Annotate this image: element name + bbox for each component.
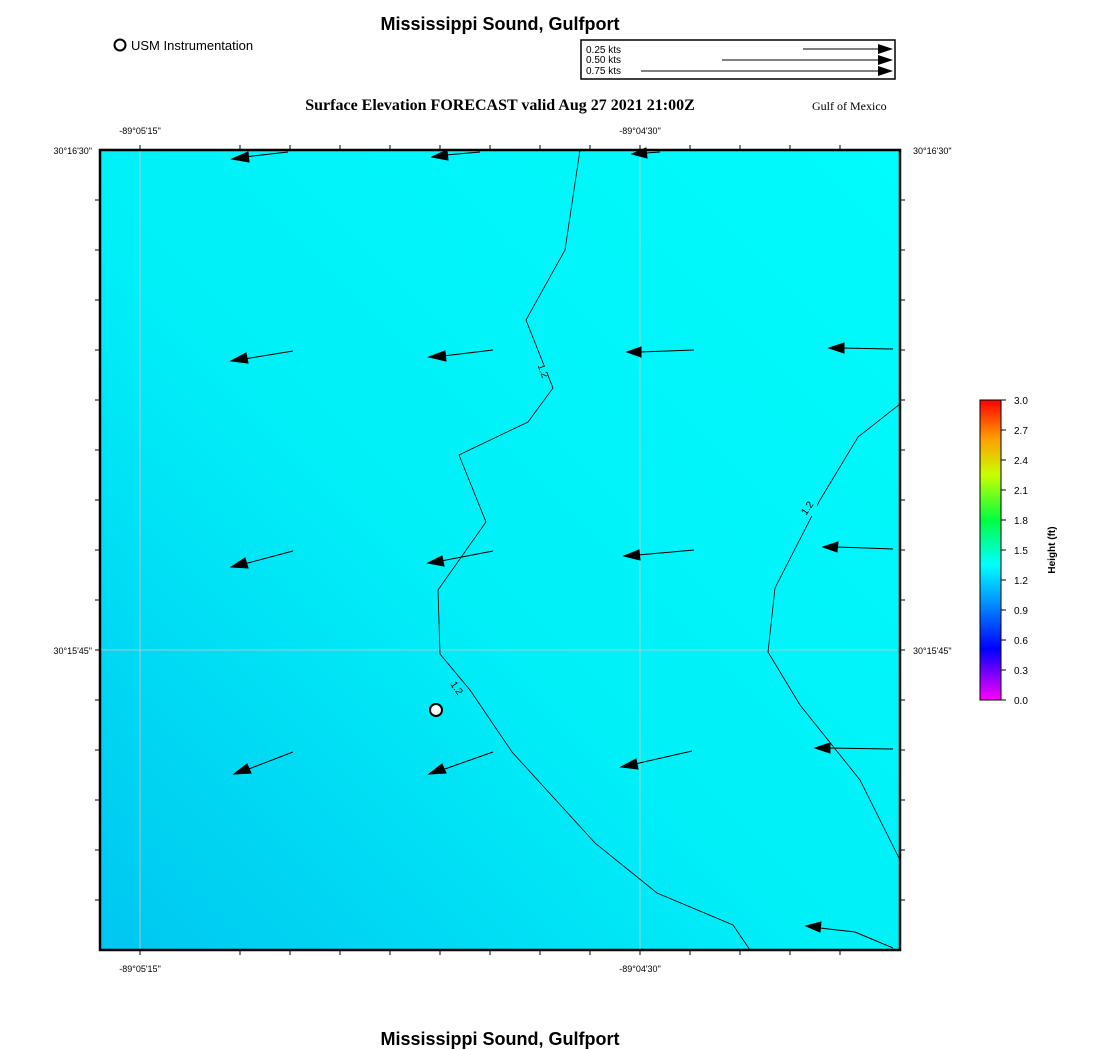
colorbar-tick-8: 0.9 [1014, 606, 1028, 617]
y-tick-label-right-1: 30°16'30" [913, 146, 952, 156]
x-tick-label-top-1: -89°05'15" [119, 126, 161, 136]
colorbar [980, 396, 1058, 707]
current-scale-entry-2: 0.50 kts [586, 55, 622, 66]
y-tick-label-left-1: 30°16'30" [53, 146, 92, 156]
x-tick-label-top-2: -89°04'30" [619, 126, 661, 136]
station-legend-label: USM Instrumentation [131, 38, 254, 53]
y-tick-label-left-2: 30°15'45" [53, 646, 92, 656]
map-title-top: Mississippi Sound, Gulfport [380, 14, 620, 34]
map-area [53, 126, 951, 974]
x-tick-label-bottom-1: -89°05'15" [119, 964, 161, 974]
colorbar-label: Height (ft) [1047, 526, 1058, 574]
colorbar-tick-1: 3.0 [1014, 396, 1028, 407]
contour-label-2: 1.2 [447, 679, 465, 698]
x-tick-label-bottom-2: -89°04'30" [619, 964, 661, 974]
y-tick-label-right-2: 30°15'45" [913, 646, 952, 656]
colorbar-tick-11: 0.0 [1014, 696, 1028, 707]
contour-label-3: 1.2 [799, 499, 817, 518]
colorbar-tick-4: 2.1 [1014, 486, 1028, 497]
current-scale-entry-3: 0.75 kts [586, 66, 622, 77]
region-label: Gulf of Mexico [812, 99, 887, 113]
current-scale-entry-1: 0.25 kts [586, 45, 622, 56]
current-scale [581, 40, 895, 79]
contour-label-1: 1.2 [534, 362, 550, 380]
colorbar-tick-3: 2.4 [1014, 456, 1028, 467]
colorbar-tick-10: 0.3 [1014, 666, 1028, 677]
station-legend-icon [115, 40, 126, 51]
colorbar-gradient [980, 400, 1001, 700]
station-marker-usm[interactable] [430, 704, 442, 716]
colorbar-tick-2: 2.7 [1014, 426, 1028, 437]
colorbar-tick-7: 1.2 [1014, 576, 1028, 587]
water-field [100, 150, 900, 950]
map-title-bottom: Mississippi Sound, Gulfport [380, 1029, 620, 1049]
colorbar-tick-6: 1.5 [1014, 546, 1028, 557]
colorbar-tick-9: 0.6 [1014, 636, 1028, 647]
colorbar-tick-5: 1.8 [1014, 516, 1028, 527]
map-subtitle: Surface Elevation FORECAST valid Aug 27 2021 21:00Z [305, 97, 695, 114]
